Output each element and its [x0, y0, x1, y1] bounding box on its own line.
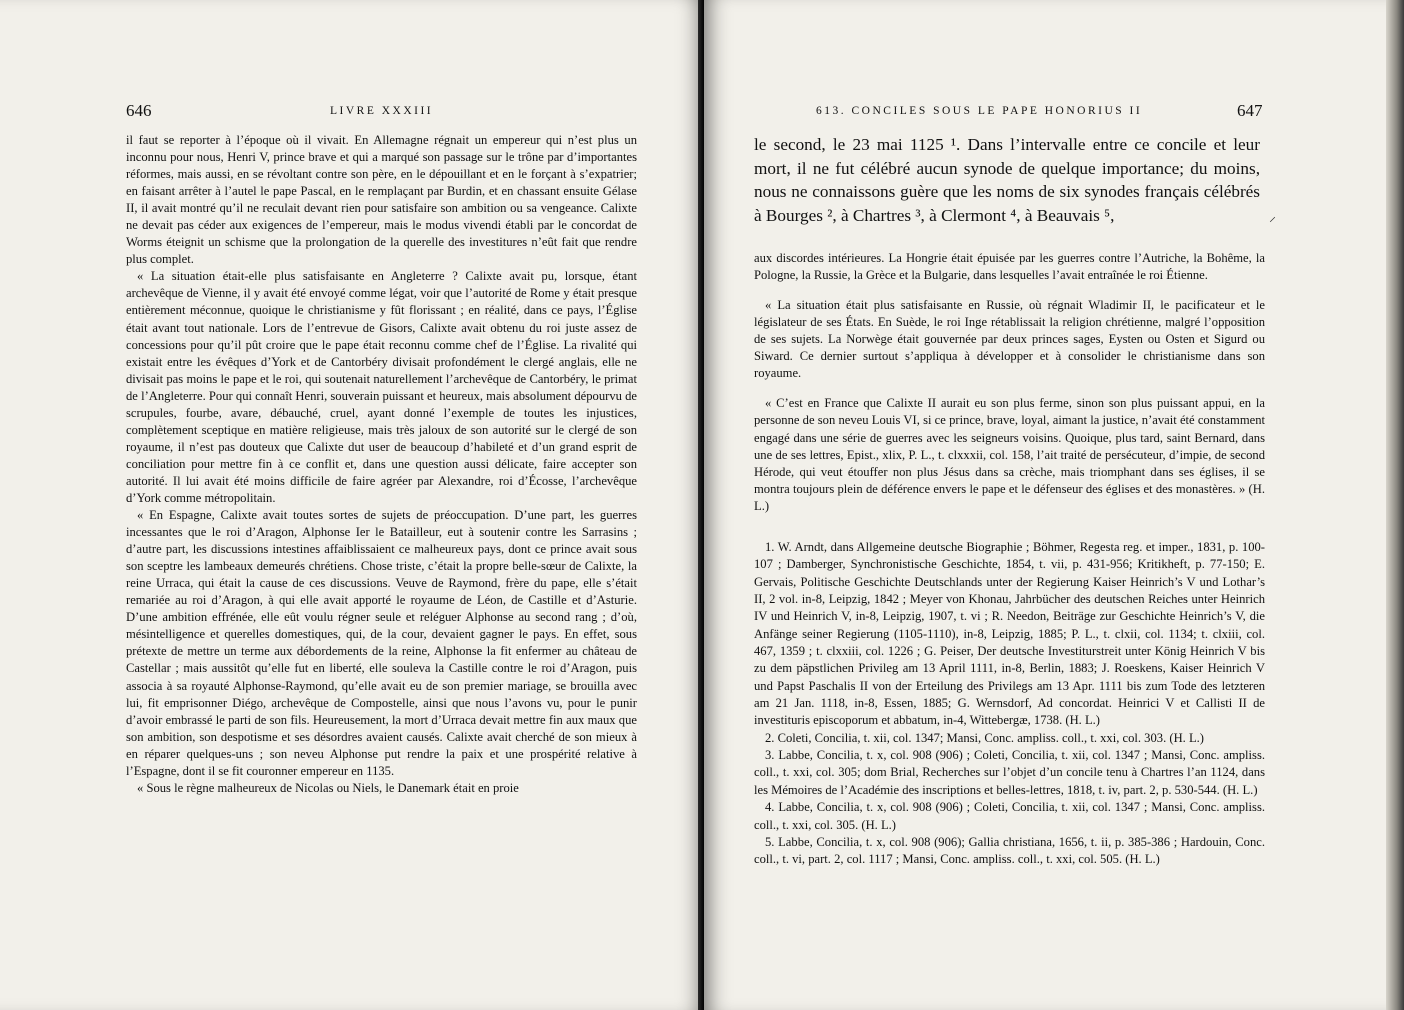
footnotes — [754, 539, 1265, 869]
right-paragraph-1: aux discordes intérieures. La Hongrie était épuisée par les guerres contre l’Autriche, la Bohême, la Pologne, la Russie, la Grèce et la Bulgarie, dans lesquelles l’avait entraînée le roi Étienne. — [754, 250, 1265, 282]
footnote-2: 2. Coleti, Concilia, t. xii, col. 1347; Mansi, Conc. ampliss. coll., t. xxi, col. 303. (H. L.) — [765, 730, 1204, 745]
right-page-number: 647 — [1237, 101, 1263, 120]
left-running-head: LIVRE XXXIII — [330, 105, 434, 117]
left-paragraph-2: « La situation était-elle plus satisfaisante en Angleterre ? Calixte avait pu, lorsque, étant archevêque de Vienne, il y avait été envoyé comme légat, voir que l’autorité de Rome y était presque entièrement méconnue, quoique le christianisme y fût florissant ; en réalité, dans ce pays, l’Église était avant tout nationale. Lors de l’entrevue de Gisors, Calixte avait obtenu du roi juste assez de concessions pour qu’il pût croire que le pape était reconnu comme chef de l’Église. La rivalité qui existait entre les évêques d’York et de Cantorbéry divisait profondément le clergé anglais, elle ne divisait pas moins le pape et le roi, qui soutenait naturellement l’archevêque de Cantorbéry, le primat de l’Angleterre. Pour qui connaît Henri, souverain puissant et heureux, mais absolument dépourvu de scrupules, fourbe, avare, débauché, cruel, ayant donné l’exemple de toutes les injustices, complètement sceptique en matière religieuse, mais très jaloux de son autorité sur le clergé de son royaume, il n’est pas douteux que Calixte dut user de beaucoup d’habileté et d’un grand esprit de conciliation pour mettre fin à ce conflit et, dans une question aussi délicate, faire accepter son autorité. Il lui avait été moins difficile de faire agréer par Alexandre, roi d’Écosse, l’archevêque d’York comme métropolitain. — [126, 269, 637, 505]
left-page-number: 646 — [126, 101, 152, 120]
page-edge — [1386, 0, 1404, 1010]
footnote-5: 5. Labbe, Concilia, t. x, col. 908 (906); Gallia christiana, 1656, t. ii, p. 385-386 ; Hardouin, Conc. coll., t. vi, part. 2, col. 1117 ; Mansi, Conc. ampliss. coll., t. xxi, col. 505. (H. L.) — [754, 834, 1265, 867]
right-page — [704, 0, 1404, 1010]
right-paragraph-2: « La situation était plus satisfaisante en Russie, où régnait Wladimir II, le pacificateur et le législateur de ses États. En Suède, le roi Inge rétablissait la religion chrétienne, malgré l’opposition de ses sujets. La Norwège était gouvernée par deux princes sages, Eysten ou Osten et Sigurd ou Siward. Ce dernier surtout s’appliqua à développer et à consolider le christianisme dans son royaume. — [754, 297, 1265, 381]
right-paragraph-3: « C’est en France que Calixte II aurait eu son plus ferme, sinon son plus puissant appui, en la personne de son neveu Louis VI, si ce prince, brave, loyal, aimant la justice, n’avait été constamment engagé dans une série de guerres avec les seigneurs voisins. Quoique, plus tard, saint Bernard, dans une de ses lettres, Epist., xlix, P. L., t. clxxxii, col. 158, l’ait traité de persécuteur, d’impie, de second Hérode, qui veut étouffer non plus Jésus dans sa crèche, mais triomphant dans ses églises, il se montra toujours plein de déférence envers le pape et le défenseur des églises et des monastères. » (H. L.) — [754, 396, 1265, 514]
left-paragraph-4: « Sous le règne malheureux de Nicolas ou Niels, le Danemark était en proie — [137, 780, 519, 795]
left-paragraph-1: il faut se reporter à l’époque où il vivait. En Allemagne régnait un empereur qui n’est plus un inconnu pour nous, Henri V, prince brave et qui a marqué son passage sur le trône par d’importantes réformes, mais aussi, en se révoltant contre son père, en le dépouillant et en le forçant à s’expatrier; en faisant arrêter à l’autel le pape Pascal, en le remplaçant par Burdin, et en chassant ensuite Gélase II, il avait montré qu’il ne reculait devant rien pour satisfaire son ambition ou sa vengeance. Calixte ne devait pas céder aux exigences de l’empereur, mais le modus vivendi établi par le concordat de Worms éteignit un schisme que la prolongation de la querelle des investitures n’eût fait que rendre plus complet. — [126, 133, 637, 267]
right-lead-text: le second, le 23 mai 1125 ¹. Dans l’intervalle entre ce concile et leur mort, il ne fut célébré aucun synode de quelque importance; du moins, nous ne connaissons guère que les noms de six synodes français célébrés à Bourges ², à Chartres ³, à Clermont ⁴, à Beauvais ⁵, — [754, 135, 1260, 225]
pencil-mark-icon: ⸝ — [1269, 210, 1276, 225]
right-body-text — [754, 237, 1265, 528]
footnote-3: 3. Labbe, Concilia, t. x, col. 908 (906) ; Coleti, Concilia, t. xii, col. 1347 ; Mansi, Conc. ampliss. coll., t. xxi, col. 305; dom Brial, Recherches sur l’objet d’un concile tenu à Chartres l’an 1124, dans les Mémoires de l’Académie des inscriptions et belles-lettres, 1818, t. iv, part. 2, p. 530-544. (H. L.) — [754, 748, 1265, 797]
footnote-1: 1. W. Arndt, dans Allgemeine deutsche Biographie ; Böhmer, Regesta reg. et imper., 1831, p. 100-107 ; Damberger, Synchronistische Geschichte, 1854, t. vii, p. 431-956; Kritikheft, p. 77-150; E. Gervais, Politische Geschichte Deutschlands unter der Regierung Kaiser Heinrich’s V und Lothar’s II, 2 vol. in-8, Leipzig, 1842 ; Meyer von Khonau, Jahrbücher des deutschen Reiches unter Heinrich IV und Heinrich V, in-8, Leipzig, 1907, t. vi ; R. Needon, Beiträge zur Geschichte Heinrich’s V, die Anfänge seiner Regierung (1105-1110), in-8, Leipzig, 1885; P. L., t. clxii, col. 1134; t. clxiii, col. 467, 1359 ; t. clxxiii, col. 1226 ; G. Peiser, Der deutsche Investiturstreit unter König Heinrich V bis zu dem päpstlichen Privileg am 13 April 1111, in-8, Berlin, 1883; J. Roeskens, Kaiser Heinrich V und Papst Paschalis II von der Erteilung des Privilegs am 13 Apr. 1111 bis zum Tode des letzteren am 21 Jan. 1118, in-8, Essen, 1885; G. Wernsdorf, Ad concordat. Heinrici V et Callisti II de investituris episcoporum et abbatum, in-4, Wittebergæ, 1738. (H. L.) — [754, 540, 1265, 728]
left-text-block — [126, 132, 637, 797]
footnote-4: 4. Labbe, Concilia, t. x, col. 908 (906) ; Coleti, Concilia, t. xii, col. 1347 ; Mansi, Conc. ampliss. coll., t. xxi, col. 305. (H. L.) — [754, 800, 1265, 832]
left-paragraph-3: « En Espagne, Calixte avait toutes sortes de sujets de préoccupation. D’une part, les guerres incessantes que le roi d’Aragon, Alphonse Ier le Batailleur, eut à soutenir contre les Sarrasins ; d’autre part, les discussions intestines affaiblissaient ce malheureux pays, dont ce prince avait sous son sceptre les lambeaux demeurés chrétiens. Chose triste, c’était la propre belle-sœur de Calixte, la reine Urraca, qui était la cause de ces discussions. Veuve de Raymond, frère du pape, elle s’était remariée au roi d’Aragon, à qui elle avait apporté le royaume de Léon, de Castille et d’Asturie. D’une ambition effrénée, elle eût voulu régner seule et reléguer Alphonse au second rang ; d’où, mésintelligence et querelles domestiques, qui, de la cour, devaient gagner le pays. En effet, sous prétexte de mettre un terme aux débordements de la reine, Alphonse la fit enfermer au château de Castellar ; mais aussitôt qu’elle fut en liberté, elle souleva la Castille contre le roi d’Aragon, puis associa à sa royauté Alphonse-Raymond, qu’elle avait eu de son premier mariage, se brouilla avec lui, fit emprisonner Diégo, archevêque de Compostelle, ainsi que nous l’avons vu, pour le punir d’avoir embrassé le parti de son fils. Heureusement, la mort d’Urraca devait mettre fin aux maux que son ambition, son despotisme et ses désordres avaient causés. Calixte avait cherché de son mieux à en réparer quelques-uns ; son neveu Alphonse put rendre la paix et une prospérité relative à l’Espagne, dont il se fit couronner empereur en 1135. — [126, 508, 637, 778]
right-running-head: 613. CONCILES SOUS LE PAPE HONORIUS II — [816, 105, 1143, 117]
